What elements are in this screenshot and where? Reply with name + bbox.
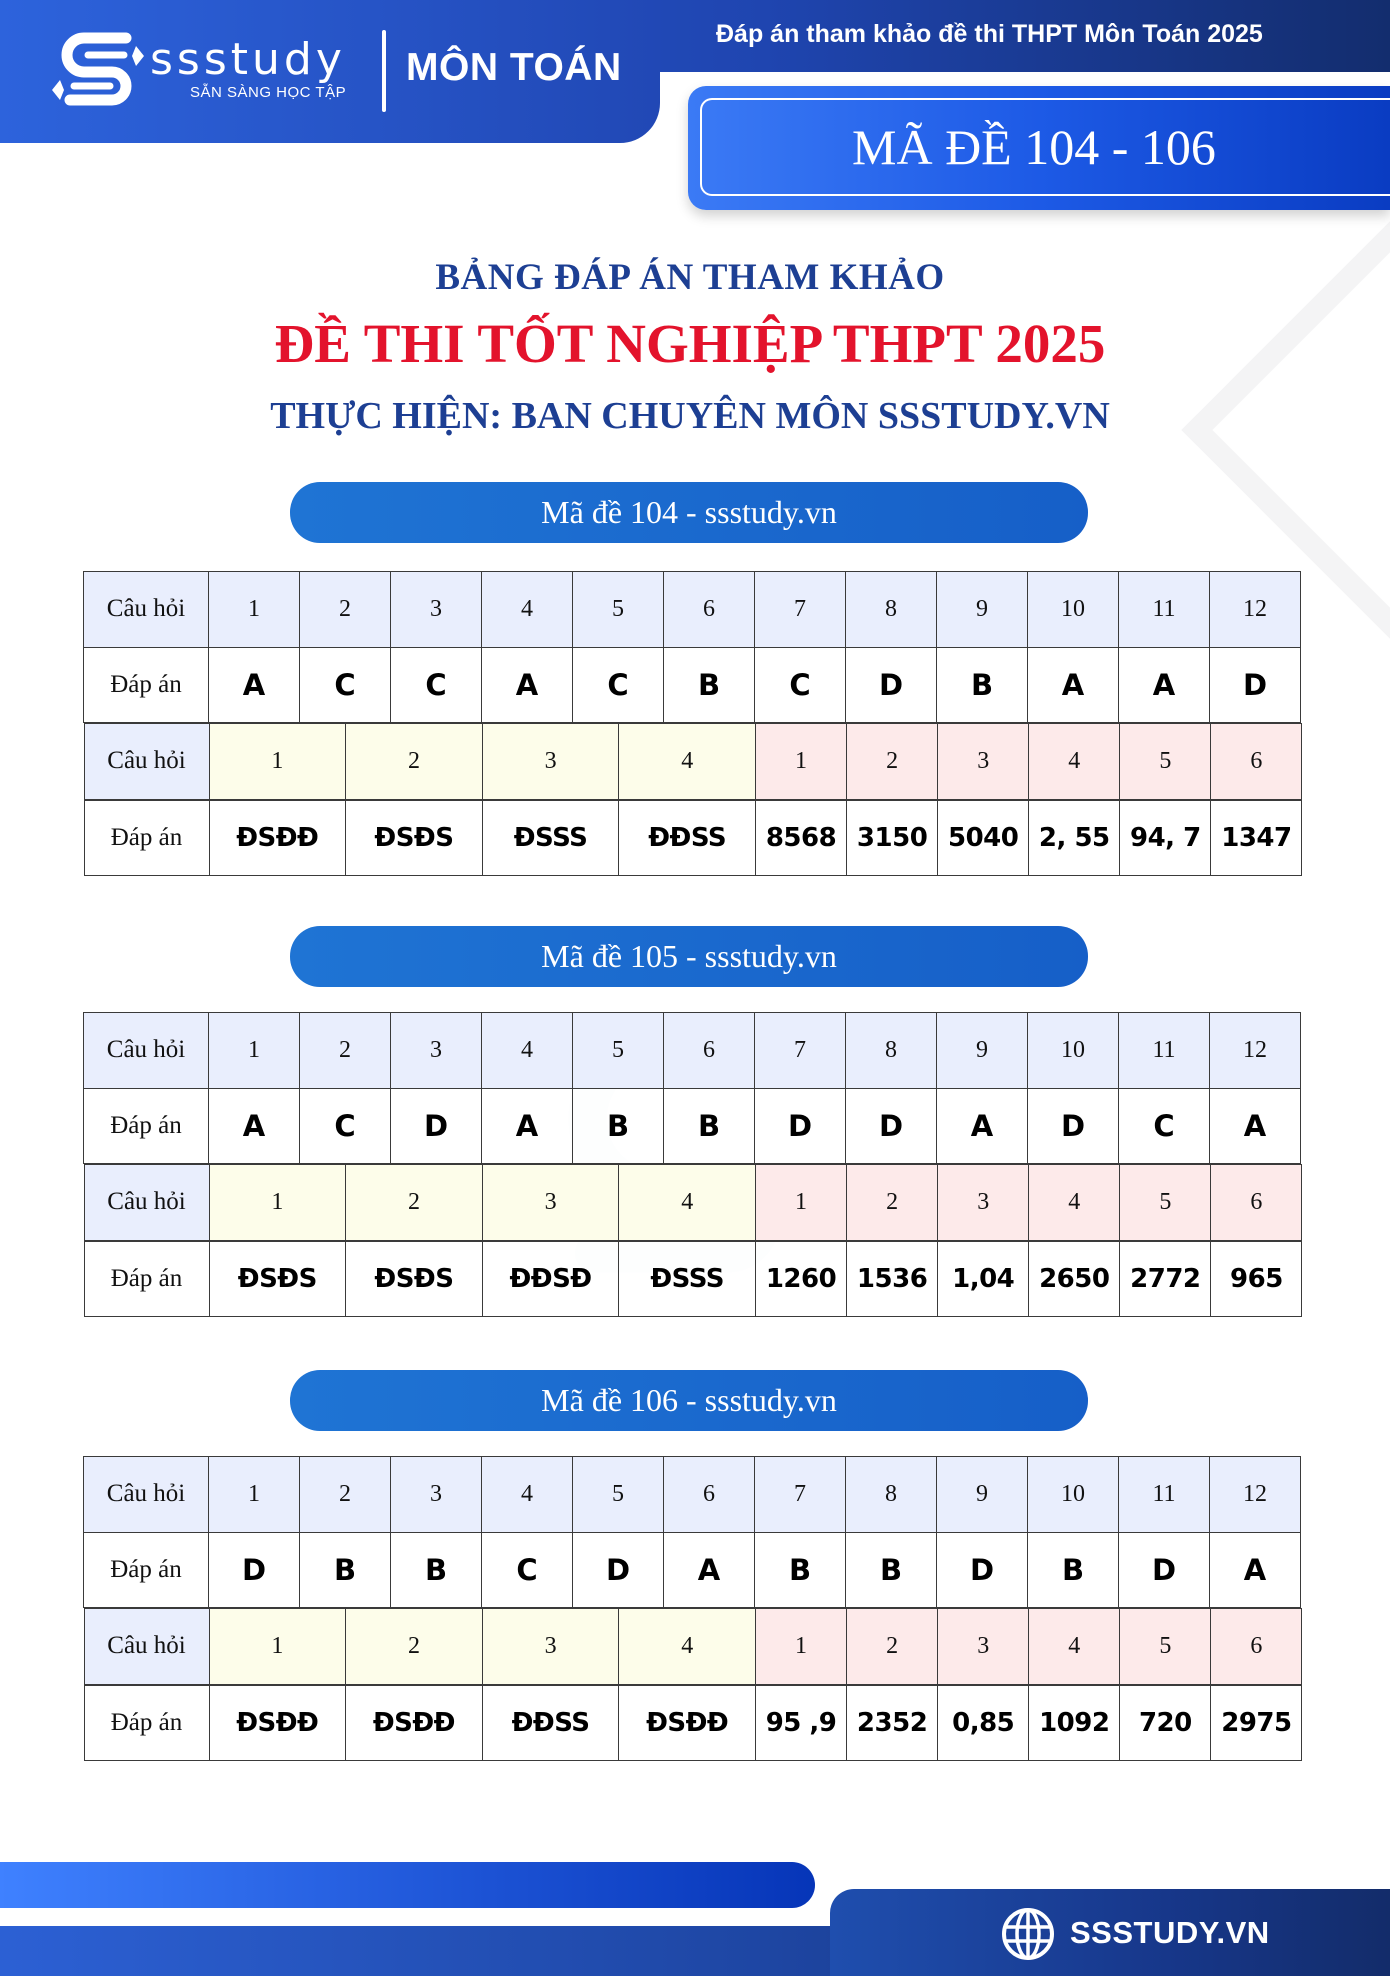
tf-answer-cell: ĐSSS [619, 1241, 756, 1317]
tf-question-number-cell: 2 [346, 1165, 483, 1241]
question-number-cell: 1 [209, 1013, 300, 1089]
short-question-number-cell: 2 [847, 724, 938, 800]
exam-code-label: Mã đề 106 - ssstudy.vn [541, 1382, 837, 1418]
mc-answer-row [84, 1532, 1301, 1608]
short-question-number-cell: 1 [756, 724, 847, 800]
exam-code-band [290, 1370, 1088, 1431]
answer-cell: C [1119, 1088, 1210, 1164]
question-number-cell: 12 [1210, 1013, 1301, 1089]
answer-cell: D [209, 1532, 300, 1608]
answer-cell: D [846, 647, 937, 723]
tf-short-answer-row [84, 1685, 1301, 1762]
footer-gap [0, 1908, 840, 1926]
question-number-cell: 11 [1119, 1457, 1210, 1533]
question-number-cell: 11 [1119, 572, 1210, 648]
tf-answer-cell: ĐSĐĐ [209, 1685, 346, 1761]
short-answer-cell: 1092 [1029, 1685, 1120, 1761]
short-answer-cell: 2, 55 [1029, 800, 1120, 876]
question-number-cell: 3 [391, 1013, 482, 1089]
tf-answer-cell: ĐĐSS [619, 800, 756, 876]
answer-cell: B [664, 647, 755, 723]
answer-cell: C [300, 647, 391, 723]
answer-cell: C [391, 647, 482, 723]
row-subtable [84, 723, 1303, 800]
tf-short-question-row [84, 723, 1301, 800]
ssstudy-logo-icon [50, 30, 146, 116]
answer-cell: A [209, 1088, 300, 1164]
question-number-cell: 5 [573, 1013, 664, 1089]
question-number-cell: 7 [755, 572, 846, 648]
row-label-question: Câu hỏi [84, 1165, 209, 1241]
exam-code-band [290, 482, 1088, 543]
row-container [84, 1608, 1301, 1685]
short-question-number-cell: 3 [938, 1609, 1029, 1685]
exam-code-label: Mã đề 105 - ssstudy.vn [541, 938, 837, 974]
exam-code-range: MÃ ĐỀ 104 - 106 [852, 119, 1216, 175]
answer-cell: C [573, 647, 664, 723]
short-question-number-cell: 2 [847, 1165, 938, 1241]
answer-cell: A [1028, 647, 1119, 723]
title-exam-name: ĐỀ THI TỐT NGHIỆP THPT 2025 [274, 313, 1106, 374]
answer-cell: C [755, 647, 846, 723]
brand-tagline: SẴN SÀNG HỌC TẬP [190, 84, 347, 101]
row-label-answer: Đáp án [84, 1088, 209, 1164]
question-number-cell: 12 [1210, 572, 1301, 648]
short-answer-cell: 2650 [1029, 1241, 1120, 1317]
title-answer-table: BẢNG ĐÁP ÁN THAM KHẢO [435, 257, 945, 298]
globe-icon [1000, 1906, 1056, 1962]
question-number-cell: 12 [1210, 1457, 1301, 1533]
answer-table [83, 1456, 1301, 1761]
tf-answer-cell: ĐSĐS [346, 800, 483, 876]
question-number-cell: 6 [664, 572, 755, 648]
short-answer-cell: 0,85 [938, 1685, 1029, 1761]
row-label-question: Câu hỏi [84, 724, 209, 800]
tf-answer-cell: ĐSĐĐ [619, 1685, 756, 1761]
short-question-number-cell: 1 [756, 1165, 847, 1241]
row-label-answer: Đáp án [84, 1685, 209, 1761]
row-label-answer: Đáp án [84, 1241, 209, 1317]
tf-question-number-cell: 1 [209, 724, 346, 800]
short-answer-cell: 95 ,9 [756, 1685, 847, 1761]
title-author: THỰC HIỆN: BAN CHUYÊN MÔN SSSTUDY.VN [270, 395, 1110, 437]
short-question-number-cell: 6 [1211, 1609, 1302, 1685]
tf-answer-cell: ĐSĐĐ [209, 800, 346, 876]
question-number-cell: 3 [391, 1457, 482, 1533]
row-label-question: Câu hỏi [84, 1457, 209, 1533]
answer-cell: A [1119, 647, 1210, 723]
short-question-number-cell: 4 [1029, 1609, 1120, 1685]
answer-cell: B [937, 647, 1028, 723]
tf-question-number-cell: 4 [619, 724, 756, 800]
brand-name: ssstudy [150, 34, 346, 85]
title-block [0, 250, 1380, 450]
tf-question-number-cell: 3 [482, 1165, 619, 1241]
question-number-cell: 2 [300, 1013, 391, 1089]
answer-cell: C [300, 1088, 391, 1164]
question-number-cell: 7 [755, 1013, 846, 1089]
answer-cell: D [573, 1532, 664, 1608]
answer-cell: A [482, 647, 573, 723]
short-answer-cell: 3150 [847, 800, 938, 876]
question-number-cell: 4 [482, 1457, 573, 1533]
tf-answer-cell: ĐSSS [482, 800, 619, 876]
short-answer-cell: 8568 [756, 800, 847, 876]
question-number-cell: 8 [846, 1013, 937, 1089]
mc-answer-row [84, 1088, 1301, 1164]
question-number-cell: 7 [755, 1457, 846, 1533]
question-number-cell: 1 [209, 1457, 300, 1533]
answer-table [83, 571, 1301, 876]
question-number-cell: 8 [846, 1457, 937, 1533]
short-answer-cell: 5040 [938, 800, 1029, 876]
answer-cell: D [1210, 647, 1301, 723]
header-caption: Đáp án tham khảo đề thi THPT Môn Toán 2025 [716, 20, 1263, 48]
footer-site-link[interactable]: SSSTUDY.VN [1070, 1915, 1270, 1950]
question-number-cell: 10 [1028, 1457, 1119, 1533]
tf-answer-cell: ĐSĐS [209, 1241, 346, 1317]
row-label-answer: Đáp án [84, 1532, 209, 1608]
footer-accent-pill [0, 1862, 815, 1908]
question-number-cell: 3 [391, 572, 482, 648]
exam-code-label: Mã đề 104 - ssstudy.vn [541, 494, 837, 530]
question-number-cell: 2 [300, 1457, 391, 1533]
tf-question-number-cell: 3 [482, 724, 619, 800]
short-answer-cell: 2975 [1211, 1685, 1302, 1761]
row [84, 1165, 1302, 1241]
question-number-cell: 2 [300, 572, 391, 648]
row-label-answer: Đáp án [84, 800, 209, 876]
answer-cell: A [482, 1088, 573, 1164]
short-answer-cell: 1347 [1211, 800, 1302, 876]
question-number-cell: 8 [846, 572, 937, 648]
question-number-cell: 9 [937, 1457, 1028, 1533]
mc-question-row [84, 1013, 1301, 1089]
question-number-cell: 4 [482, 1013, 573, 1089]
answer-cell: A [664, 1532, 755, 1608]
answer-cell: D [755, 1088, 846, 1164]
question-number-cell: 4 [482, 572, 573, 648]
answer-table [83, 1012, 1301, 1317]
short-question-number-cell: 5 [1120, 724, 1211, 800]
row-label-answer: Đáp án [84, 647, 209, 723]
row-container [84, 800, 1301, 877]
answer-cell: D [1028, 1088, 1119, 1164]
answer-cell: D [391, 1088, 482, 1164]
row-label-question: Câu hỏi [84, 1609, 209, 1685]
short-answer-cell: 1536 [847, 1241, 938, 1317]
question-number-cell: 9 [937, 1013, 1028, 1089]
tf-short-question-row [84, 1608, 1301, 1685]
row-container [84, 1164, 1301, 1241]
row-label-question: Câu hỏi [84, 1013, 209, 1089]
question-number-cell: 9 [937, 572, 1028, 648]
short-answer-cell: 1260 [756, 1241, 847, 1317]
tf-question-number-cell: 3 [482, 1609, 619, 1685]
tf-short-answer-row [84, 1241, 1301, 1318]
answer-cell: A [1210, 1088, 1301, 1164]
row [84, 1609, 1302, 1685]
answer-cell: D [937, 1532, 1028, 1608]
tf-question-number-cell: 2 [346, 724, 483, 800]
tf-question-number-cell: 1 [209, 1609, 346, 1685]
short-question-number-cell: 4 [1029, 1165, 1120, 1241]
tf-answer-cell: ĐSĐĐ [346, 1685, 483, 1761]
row-container [84, 723, 1301, 800]
answer-cell: A [209, 647, 300, 723]
short-question-number-cell: 4 [1029, 724, 1120, 800]
question-number-cell: 6 [664, 1457, 755, 1533]
short-question-number-cell: 3 [938, 724, 1029, 800]
row [84, 800, 1302, 876]
mc-question-row [84, 572, 1301, 648]
answer-cell: A [937, 1088, 1028, 1164]
question-number-cell: 1 [209, 572, 300, 648]
answer-cell: C [482, 1532, 573, 1608]
short-question-number-cell: 1 [756, 1609, 847, 1685]
answer-cell: B [573, 1088, 664, 1164]
question-number-cell: 11 [1119, 1013, 1210, 1089]
short-answer-cell: 2772 [1120, 1241, 1211, 1317]
short-question-number-cell: 2 [847, 1609, 938, 1685]
row-subtable [84, 800, 1303, 877]
mc-question-row [84, 1457, 1301, 1533]
short-question-number-cell: 5 [1120, 1609, 1211, 1685]
short-answer-cell: 720 [1120, 1685, 1211, 1761]
short-answer-cell: 1,04 [938, 1241, 1029, 1317]
row [84, 1685, 1302, 1761]
short-answer-cell: 2352 [847, 1685, 938, 1761]
short-answer-cell: 965 [1211, 1241, 1302, 1317]
answer-cell: B [755, 1532, 846, 1608]
question-number-cell: 5 [573, 1457, 664, 1533]
tf-short-answer-row [84, 800, 1301, 877]
answer-cell: B [300, 1532, 391, 1608]
question-number-cell: 5 [573, 572, 664, 648]
tf-answer-cell: ĐĐSS [482, 1685, 619, 1761]
short-question-number-cell: 3 [938, 1165, 1029, 1241]
tf-short-question-row [84, 1164, 1301, 1241]
answer-cell: B [391, 1532, 482, 1608]
mc-answer-row [84, 647, 1301, 723]
subject-title: MÔN TOÁN [406, 46, 622, 89]
row-subtable [84, 1608, 1303, 1685]
answer-cell: B [664, 1088, 755, 1164]
short-question-number-cell: 6 [1211, 724, 1302, 800]
row-subtable [84, 1685, 1303, 1762]
row-subtable [84, 1164, 1303, 1241]
header-divider [382, 30, 386, 112]
exam-code-range-box [688, 86, 1390, 210]
tf-question-number-cell: 4 [619, 1609, 756, 1685]
tf-question-number-cell: 4 [619, 1165, 756, 1241]
row-subtable [84, 1241, 1303, 1318]
row [84, 1241, 1302, 1317]
row-label-question: Câu hỏi [84, 572, 209, 648]
question-number-cell: 10 [1028, 1013, 1119, 1089]
row-container [84, 1685, 1301, 1762]
tf-answer-cell: ĐSĐS [346, 1241, 483, 1317]
exam-code-band [290, 926, 1088, 987]
answer-cell: B [1028, 1532, 1119, 1608]
row-container [84, 1241, 1301, 1318]
row [84, 724, 1302, 800]
tf-question-number-cell: 2 [346, 1609, 483, 1685]
question-number-cell: 10 [1028, 572, 1119, 648]
answer-cell: D [846, 1088, 937, 1164]
answer-cell: A [1210, 1532, 1301, 1608]
short-answer-cell: 94, 7 [1120, 800, 1211, 876]
short-question-number-cell: 6 [1211, 1165, 1302, 1241]
question-number-cell: 6 [664, 1013, 755, 1089]
tf-question-number-cell: 1 [209, 1165, 346, 1241]
short-question-number-cell: 5 [1120, 1165, 1211, 1241]
answer-cell: D [1119, 1532, 1210, 1608]
tf-answer-cell: ĐĐSĐ [482, 1241, 619, 1317]
answer-cell: B [846, 1532, 937, 1608]
